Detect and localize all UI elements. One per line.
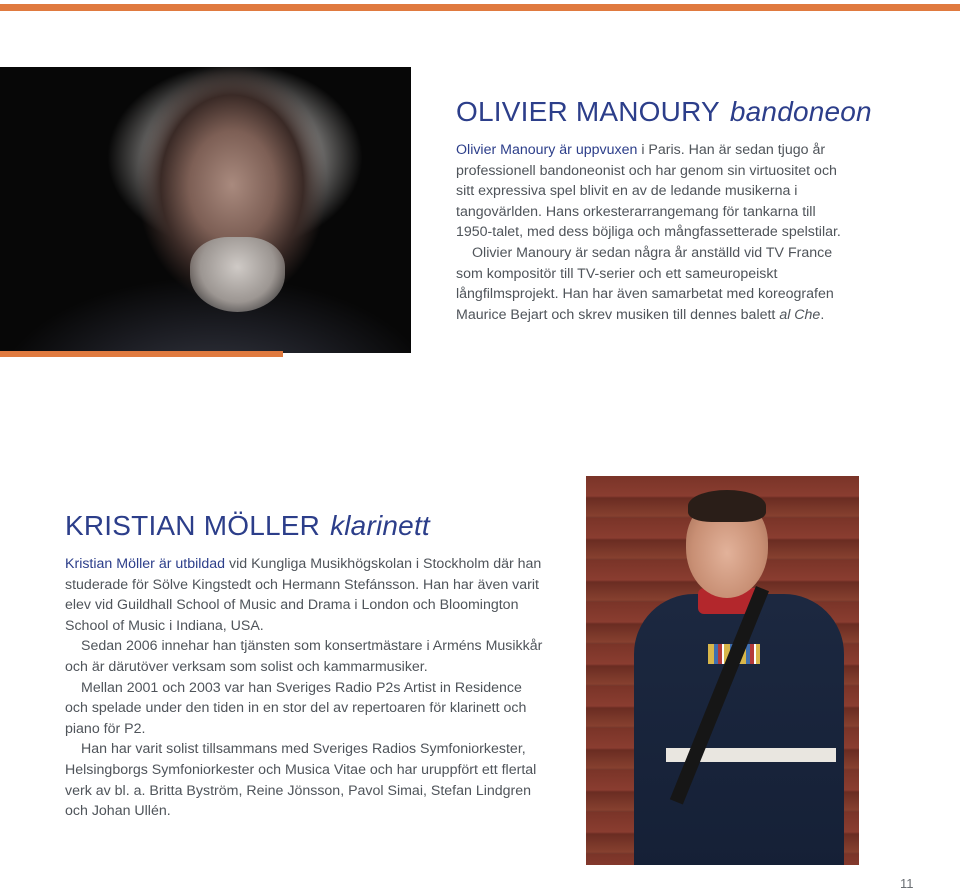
portrait-hair-shape xyxy=(688,490,766,522)
bio-lead: Olivier Manoury är uppvuxen xyxy=(456,142,638,158)
olivier-manoury-photo xyxy=(0,67,411,353)
bio-paragraph xyxy=(456,243,846,325)
bio-paragraph: Mellan 2001 och 2003 var han Sveriges Radio P2s Artist in Residence och spelade under den tiden in en stor del av repertoaren för klarinett och piano för P2. xyxy=(65,679,527,737)
bio-paragraph: Han har varit solist tillsammans med Sveriges Radios Symfoniorkester, Helsingborgs Symfoniorkester och Musica Vitae och har uruppfört ett flertal verk av bl. a. Britta Byström, Reine Jönsson, Pavol Simai, Stefan Lindgren och Johan Ullén. xyxy=(65,741,537,820)
top-accent-rule xyxy=(0,4,960,11)
artist-instrument: klarinett xyxy=(330,510,430,541)
page-number: 11 xyxy=(900,876,914,891)
bio-paragraph: Sedan 2006 innehar han tjänsten som konsertmästare i Arméns Musikkår och är därutöver verksam som solist och kammarmusiker. xyxy=(65,638,543,675)
bio-text: i Paris. Han är sedan tjugo år professionell bandoneonist och har genom sin virtuositet och sitt expressiva spel blivit en av de ledande musikerna i tangovärlden. Hans orkesterarrangemang för tankarna till 1950-talet, med dess böjliga och mångfassetterade spelstilar. xyxy=(456,142,841,241)
bio-paragraph xyxy=(65,554,545,636)
bio-text: . xyxy=(820,306,825,323)
kristian-moller-heading xyxy=(65,510,430,542)
photo-accent-rule xyxy=(0,351,283,357)
ballet-title: al Che xyxy=(779,306,821,323)
bio-paragraph xyxy=(456,140,846,243)
bio-text: Olivier Manoury är sedan några år anställd vid TV France som kompositör till TV-serier och ett sameuropeiskt långfilmsprojekt. Han har även samarbetat med koreografen Maurice Bejart och skrev musiken till dennes balett xyxy=(456,244,834,323)
olivier-manoury-heading xyxy=(456,96,872,128)
artist-instrument: bandoneon xyxy=(729,96,872,127)
artist-name: KRISTIAN MÖLLER xyxy=(65,510,321,541)
olivier-manoury-bio xyxy=(456,140,846,325)
portrait-beard-shape xyxy=(190,237,285,312)
kristian-moller-bio xyxy=(65,554,545,822)
bio-text: vid Kungliga Musikhögskolan i Stockholm där han studerade för Sölve Kingstedt och Hermann Stefánsson. Han har även varit elev vid Guildhall School of Music and Drama i London och Bloomington School of Music i Indiana, USA. xyxy=(65,556,542,634)
kristian-moller-photo xyxy=(586,476,859,865)
bio-lead: Kristian Möller är utbildad xyxy=(65,556,226,572)
artist-name: OLIVIER MANOURY xyxy=(456,96,720,127)
